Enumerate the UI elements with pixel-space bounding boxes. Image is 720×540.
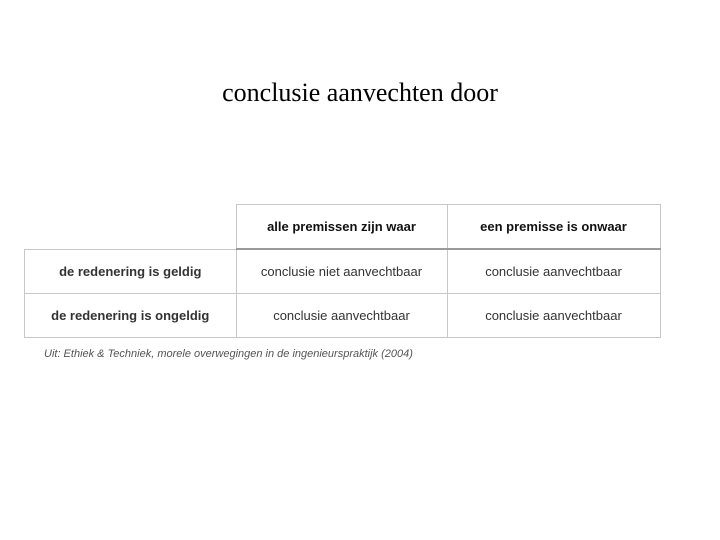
corner-cell	[25, 205, 237, 250]
table-row	[25, 294, 661, 338]
table-header-row	[25, 205, 661, 250]
conclusion-matrix-table	[24, 204, 661, 338]
table-row	[25, 249, 661, 294]
table-cell: conclusie niet aanvechtbaar	[236, 249, 447, 294]
row-header-valid: de redenering is geldig	[25, 249, 237, 294]
source-citation: Uit: Ethiek & Techniek, morele overwegingen in de ingenieurspraktijk (2004)	[44, 348, 413, 360]
row-header-invalid: de redenering is ongeldig	[25, 294, 237, 338]
table-cell: conclusie aanvechtbaar	[447, 294, 660, 338]
table-cell: conclusie aanvechtbaar	[447, 249, 660, 294]
slide-title: conclusie aanvechten door	[222, 78, 498, 107]
column-header-one-false: een premisse is onwaar	[447, 205, 660, 250]
column-header-all-true: alle premissen zijn waar	[236, 205, 447, 250]
table-cell: conclusie aanvechtbaar	[236, 294, 447, 338]
